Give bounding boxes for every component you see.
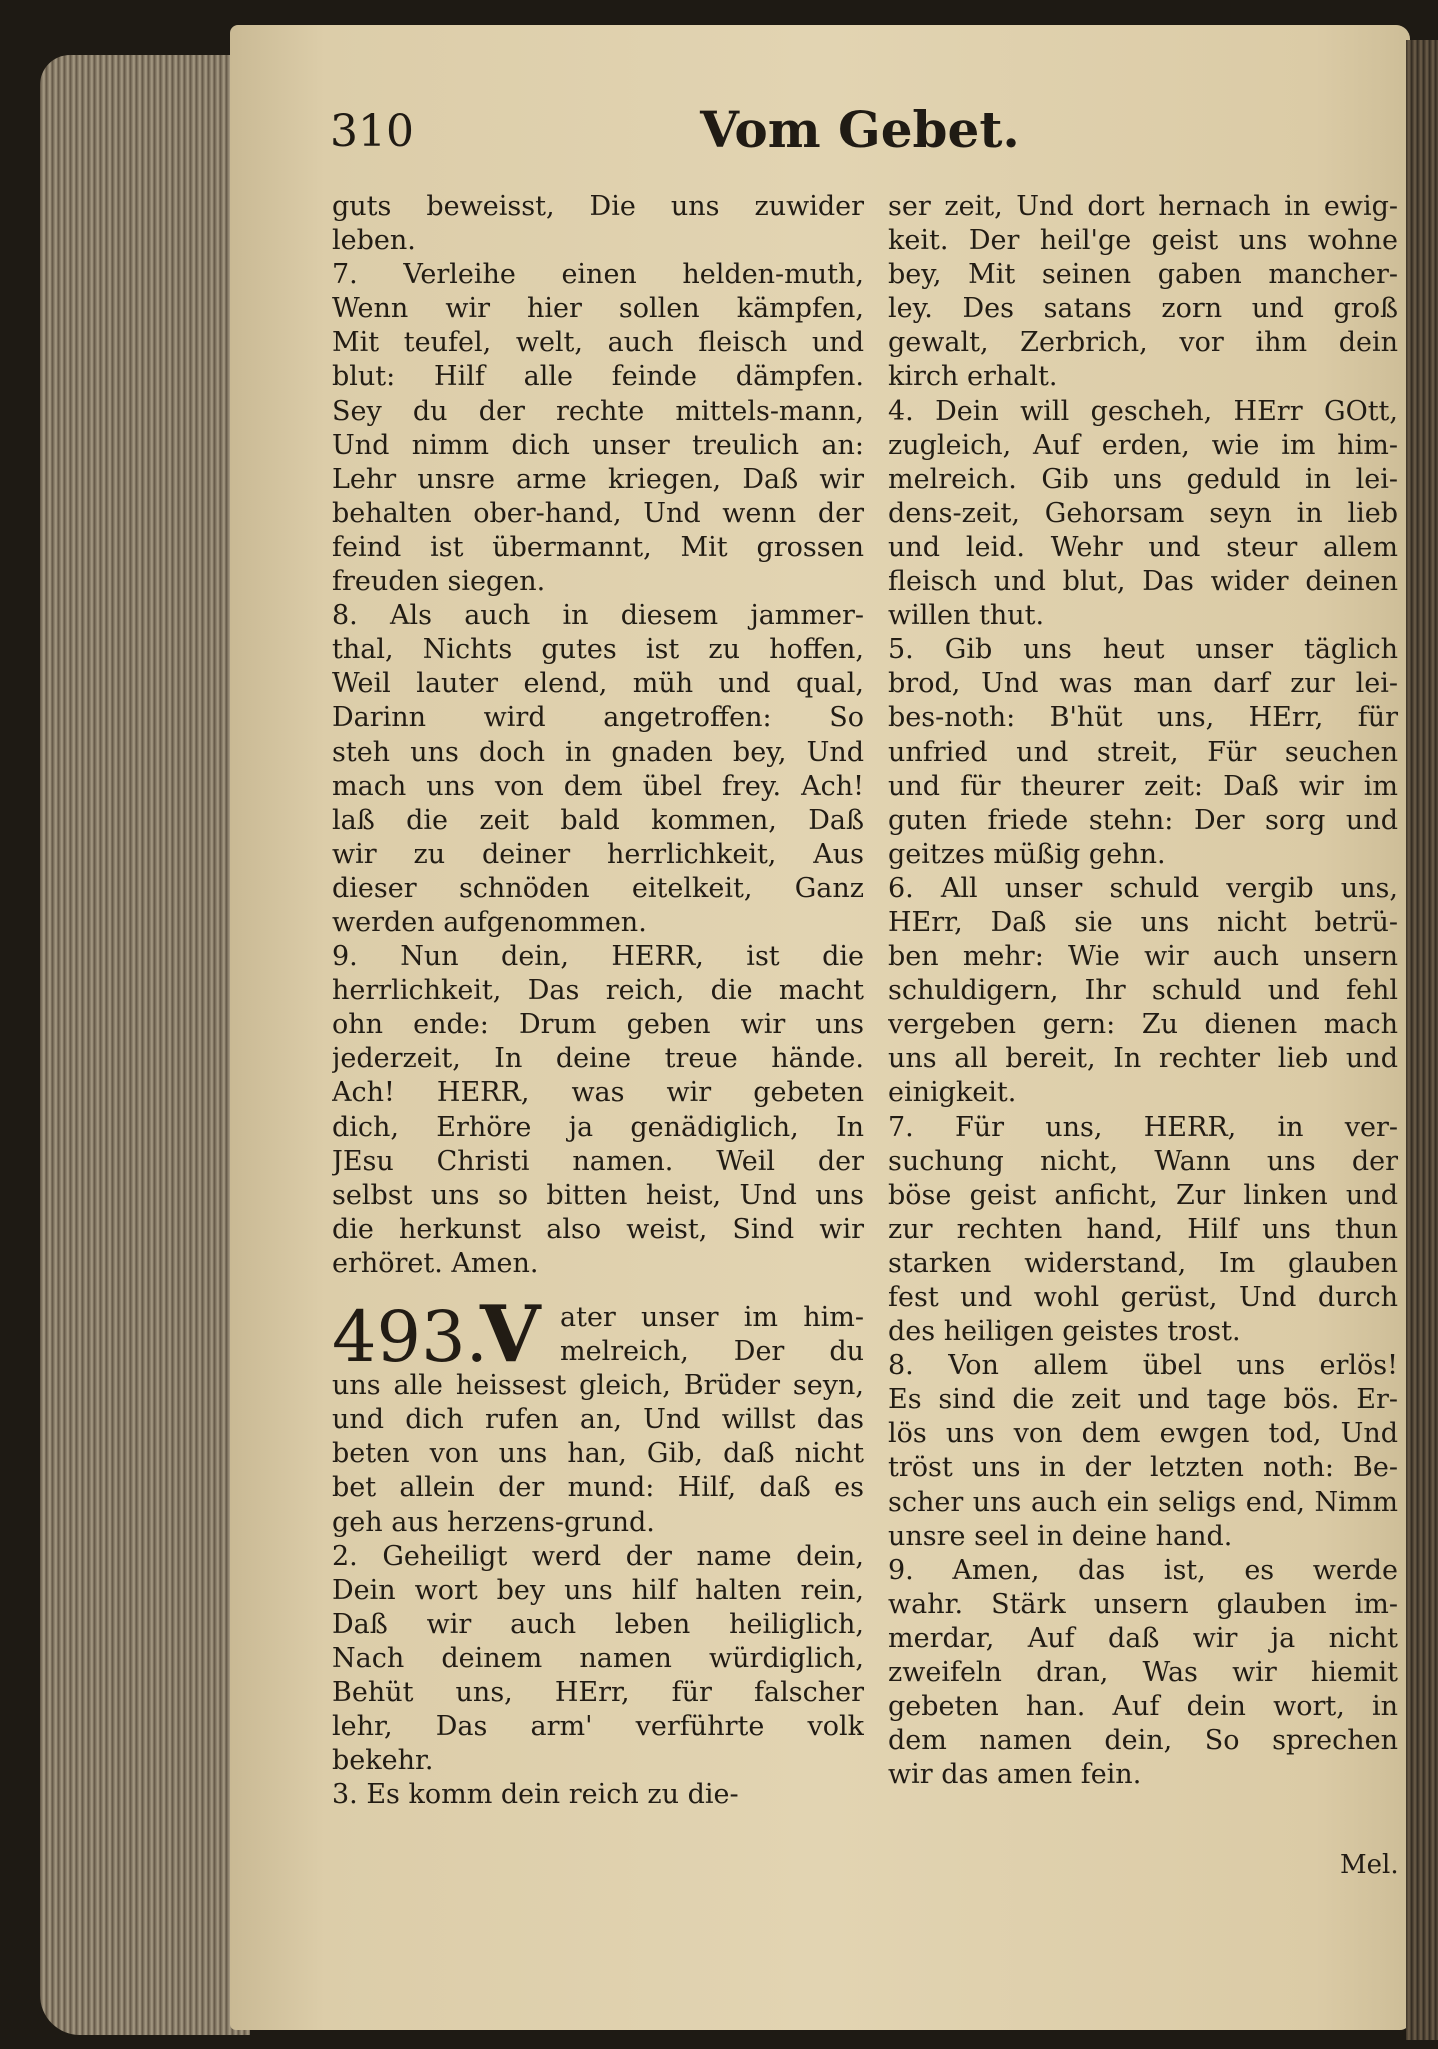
text-line: wir das amen fein. bbox=[888, 1759, 1142, 1791]
text-line: erhöret. Amen. bbox=[332, 1247, 539, 1279]
text-line: 7. Verleihe einen helden-muth, bbox=[332, 259, 864, 291]
text-line: Weil lauter elend, müh und qual, bbox=[332, 668, 864, 700]
hymn-number: 493. bbox=[332, 1296, 488, 1378]
text-line: uns all bereit, In rechter lieb und bbox=[888, 1043, 1398, 1075]
text-line: unsre seel in deine hand. bbox=[888, 1520, 1233, 1552]
text-line: Sey du der rechte mittels-mann, bbox=[332, 395, 864, 427]
text-line: jederzeit, In deine treue hände. bbox=[332, 1043, 864, 1075]
text-line: zur rechten hand, Hilf uns thun bbox=[888, 1213, 1398, 1245]
text-line: dieser schnöden eitelkeit, Ganz bbox=[332, 872, 864, 904]
text-line: ser zeit, Und dort hernach in ewig- bbox=[888, 191, 1398, 222]
hymn-line: melreich, Der du bbox=[560, 1336, 864, 1368]
text-line: dens-zeit, Gehorsam seyn in lieb bbox=[888, 497, 1398, 529]
text-line: starken widerstand, Im glauben bbox=[888, 1247, 1398, 1279]
text-line: uns alle heissest gleich, Brüder seyn, bbox=[332, 1370, 864, 1402]
text-line: laß die zeit bald kommen, Daß bbox=[332, 804, 864, 836]
text-line: Darinn wird angetroffen: So bbox=[332, 702, 864, 734]
text-line: Wenn wir hier sollen kämpfen, bbox=[332, 293, 864, 325]
text-line: fest und wohl gerüst, Und durch bbox=[888, 1282, 1398, 1313]
text-line: feind ist übermannt, Mit grossen bbox=[332, 531, 864, 563]
text-line: dem namen dein, So sprechen bbox=[888, 1725, 1398, 1757]
text-line: tröst uns in der letzten noth: Be- bbox=[888, 1452, 1398, 1484]
text-line: guts beweisst, Die uns zuwider bbox=[332, 191, 864, 222]
text-line: 3. Es komm dein reich zu die- bbox=[332, 1779, 739, 1811]
text-line: merdar, Auf daß wir ja nicht bbox=[888, 1622, 1398, 1654]
text-line: thal, Nichts gutes ist zu hoffen, bbox=[332, 634, 864, 666]
text-line: unfried und streit, Für seuchen bbox=[888, 736, 1398, 768]
left-column bbox=[332, 190, 864, 1812]
text-line: Mit teufel, welt, auch fleisch und bbox=[332, 327, 864, 359]
text-line: zweifeln dran, Was wir hiemit bbox=[888, 1657, 1398, 1689]
text-line: fleisch und blut, Das wider deinen bbox=[888, 566, 1398, 598]
catchword: Mel. bbox=[1340, 1850, 1399, 1880]
text-line: und für theurer zeit: Daß wir im bbox=[888, 770, 1398, 802]
text-line: freuden siegen. bbox=[332, 566, 546, 598]
text-line: bey, Mit seinen gaben mancher- bbox=[888, 259, 1398, 291]
text-line: lehr, Das arm' verführte volk bbox=[332, 1711, 864, 1743]
text-line: 6. All unser schuld vergib uns, bbox=[888, 872, 1398, 904]
text-line: kirch erhalt. bbox=[888, 361, 1058, 393]
text-line: bet allein der mund: Hilf, daß es bbox=[332, 1472, 864, 1504]
text-line: willen thut. bbox=[888, 600, 1045, 632]
text-line: Behüt uns, HErr, für falscher bbox=[332, 1677, 864, 1709]
text-line: gewalt, Zerbrich, vor ihm dein bbox=[888, 327, 1398, 359]
binding-edge bbox=[1406, 40, 1438, 2040]
text-line: steh uns doch in gnaden bey, Und bbox=[332, 736, 864, 768]
text-line: bekehr. bbox=[332, 1745, 434, 1777]
text-line: werden aufgenommen. bbox=[332, 906, 647, 938]
hymn-line: ater unser im him- bbox=[560, 1302, 864, 1333]
text-line: ohn ende: Drum geben wir uns bbox=[332, 1009, 864, 1041]
hymn-493 bbox=[332, 1289, 864, 1812]
text-line: geh aus herzens-grund. bbox=[332, 1506, 655, 1538]
text-line: Ach! HERR, was wir gebeten bbox=[332, 1077, 864, 1109]
text-line: beten von uns han, Gib, daß nicht bbox=[332, 1438, 864, 1470]
text-line: 8. Als auch in diesem jammer- bbox=[332, 600, 864, 632]
text-line: brod, Und was man darf zur lei- bbox=[888, 668, 1398, 700]
text-line: des heiligen geistes trost. bbox=[888, 1316, 1241, 1348]
text-line: wir zu deiner herrlichkeit, Aus bbox=[332, 838, 864, 870]
text-line: herrlichkeit, Das reich, die macht bbox=[332, 975, 864, 1007]
text-line: geitzes müßig gehn. bbox=[888, 838, 1166, 870]
text-line: und leid. Wehr und steur allem bbox=[888, 531, 1398, 563]
text-line: Daß wir auch leben heiliglich, bbox=[332, 1608, 864, 1640]
page-number: 310 bbox=[330, 106, 414, 157]
text-line: Lehr unsre arme kriegen, Daß wir bbox=[332, 463, 864, 495]
running-title: Vom Gebet. bbox=[700, 100, 1020, 159]
text-line: 8. Von allem übel uns erlös! bbox=[888, 1350, 1398, 1382]
text-line: die herkunst also weist, Sind wir bbox=[332, 1213, 864, 1245]
text-line: Es sind die zeit und tage bös. Er- bbox=[888, 1384, 1398, 1416]
text-line: zugleich, Auf erden, wie im him- bbox=[888, 429, 1398, 461]
text-line: leben. bbox=[332, 225, 416, 257]
text-line: dich, Erhöre ja genädiglich, In bbox=[332, 1111, 864, 1143]
text-line: guten friede stehn: Der sorg und bbox=[888, 804, 1398, 836]
text-line: JEsu Christi namen. Weil der bbox=[332, 1145, 864, 1177]
text-line: 5. Gib uns heut unser täglich bbox=[888, 634, 1398, 666]
text-line: und dich rufen an, Und willst das bbox=[332, 1404, 864, 1436]
text-line: Und nimm dich unser treulich an: bbox=[332, 429, 864, 461]
text-line: 2. Geheiligt werd der name dein, bbox=[332, 1540, 864, 1572]
text-line: HErr, Daß sie uns nicht betrü- bbox=[888, 906, 1398, 938]
text-line: 4. Dein will gescheh, HErr GOtt, bbox=[888, 395, 1398, 427]
book-page-edges bbox=[40, 55, 250, 2035]
text-line: böse geist anficht, Zur linken und bbox=[888, 1179, 1398, 1211]
text-line: wahr. Stärk unsern glauben im- bbox=[888, 1588, 1398, 1620]
text-line: keit. Der heil'ge geist uns wohne bbox=[888, 225, 1398, 257]
text-line: Dein wort bey uns hilf halten rein, bbox=[332, 1574, 864, 1606]
text-line: gebeten han. Auf dein wort, in bbox=[888, 1691, 1398, 1723]
text-line: suchung nicht, Wann uns der bbox=[888, 1145, 1398, 1177]
text-line: 9. Nun dein, HERR, ist die bbox=[332, 941, 864, 973]
text-line: blut: Hilf alle feinde dämpfen. bbox=[332, 361, 864, 393]
text-line: ben mehr: Wie wir auch unsern bbox=[888, 941, 1398, 973]
text-line: 7. Für uns, HERR, in ver- bbox=[888, 1111, 1398, 1143]
text-line: 9. Amen, das ist, es werde bbox=[888, 1554, 1398, 1586]
text-line: einigkeit. bbox=[888, 1077, 1017, 1109]
text-line: mach uns von dem übel frey. Ach! bbox=[332, 770, 864, 802]
text-line: behalten ober-hand, Und wenn der bbox=[332, 497, 864, 529]
text-line: ley. Des satans zorn und groß bbox=[888, 293, 1398, 325]
page-header bbox=[330, 100, 1390, 170]
text-line: bes-noth: B'hüt uns, HErr, für bbox=[888, 702, 1398, 734]
right-column bbox=[888, 190, 1398, 1792]
text-line: selbst uns so bitten heist, Und uns bbox=[332, 1179, 864, 1211]
text-line: vergeben gern: Zu dienen mach bbox=[888, 1009, 1398, 1041]
text-line: schuldigern, Ihr schuld und fehl bbox=[888, 975, 1398, 1007]
text-line: scher uns auch ein seligs end, Nimm bbox=[888, 1486, 1398, 1518]
drop-cap: V bbox=[480, 1289, 541, 1380]
text-line: melreich. Gib uns geduld in lei- bbox=[888, 463, 1398, 495]
text-line: Nach deinem namen würdiglich, bbox=[332, 1642, 864, 1674]
text-line: lös uns von dem ewgen tod, Und bbox=[888, 1418, 1398, 1450]
